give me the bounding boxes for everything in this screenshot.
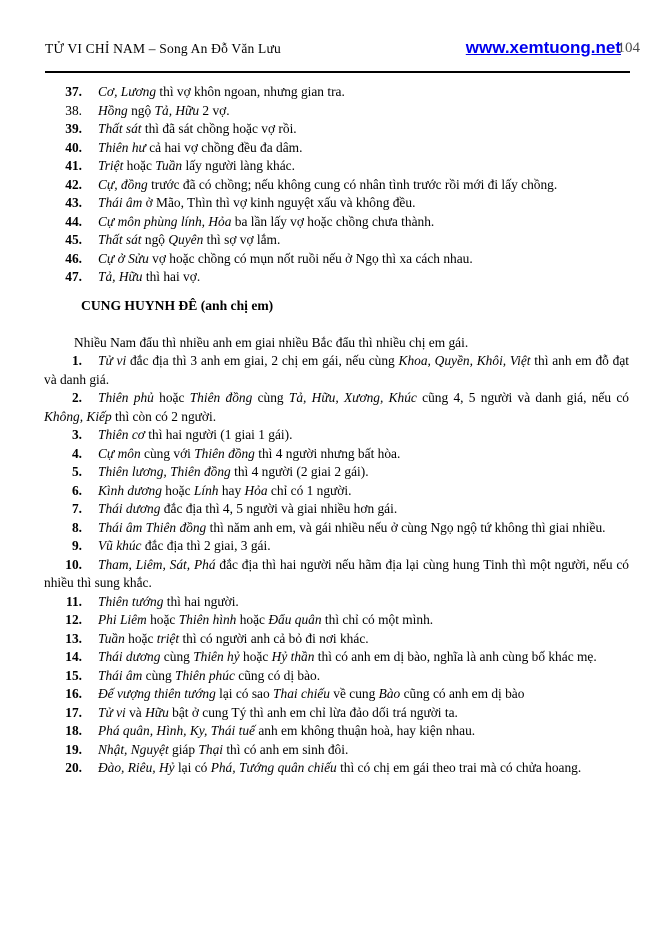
item-text: lại có — [174, 760, 211, 775]
list-item — [44, 83, 629, 102]
list-item — [44, 231, 629, 250]
star-name-text: Thái dương — [98, 501, 161, 516]
star-name-text: Hỷ thần — [271, 649, 315, 664]
list-item — [44, 593, 629, 612]
item-number: 5. — [71, 464, 82, 479]
item-number: 12. — [65, 612, 82, 627]
list-item — [44, 704, 629, 723]
item-number: 19. — [65, 741, 82, 757]
item-number: 3. — [71, 427, 82, 442]
item-number: 38. — [65, 102, 82, 118]
item-number: 17. — [65, 704, 82, 720]
star-name-text: Thái âm — [98, 195, 143, 210]
item-text: thì hai người. — [163, 593, 239, 609]
star-name-text: Thiên hình — [178, 612, 237, 627]
item-text: cũng có dị bào. — [234, 667, 321, 683]
star-name-text: Hỏa — [244, 482, 268, 498]
item-text: hoặc — [124, 630, 157, 646]
item-number: 2. — [71, 390, 82, 405]
item-number: 18. — [65, 723, 82, 738]
star-name-text: Nhật, Nguyệt — [98, 741, 169, 757]
list-item — [44, 102, 629, 121]
star-name-text: Tham, Liêm, Sát, Phá — [98, 556, 216, 572]
list-item — [44, 389, 629, 426]
item-text: thì đã sát chồng hoặc vợ rồi. — [141, 121, 297, 136]
star-name-text: Cự môn phùng lính, Hỏa — [98, 213, 232, 229]
list-item — [44, 648, 629, 667]
item-text: thì vợ khôn ngoan, nhưng gian tra. — [156, 84, 345, 99]
item-text: về cung — [329, 686, 379, 701]
star-name-text: Tuần — [98, 630, 125, 646]
item-text: ở Mão, Thìn thì vợ kinh nguyệt xấu và không đều. — [142, 195, 416, 210]
item-number: 9. — [71, 538, 82, 553]
page-number: 104 — [617, 40, 640, 56]
star-name-text: triệt — [156, 630, 180, 646]
star-name-text: Cơ, Lương — [98, 84, 157, 99]
item-number: 39. — [65, 121, 82, 136]
item-number: 8. — [71, 519, 82, 535]
item-text: ngộ — [141, 232, 169, 247]
star-name-text: Tuần — [155, 158, 183, 173]
item-text: đắc địa thì 2 giai, 3 gái. — [141, 538, 271, 553]
list-item — [44, 759, 629, 778]
star-name-text: Tả, Hữu, Xương, Khúc — [288, 390, 417, 405]
star-name-text: Cự ở Sửu — [98, 250, 149, 266]
item-text: đắc địa thì 4, 5 người và giai nhiều hơn gái. — [160, 501, 398, 516]
list-item — [44, 667, 629, 686]
book-title: TỬ VI CHỈ NAM – Song An Đỗ Văn Lưu — [45, 41, 281, 56]
item-number: 10. — [65, 556, 82, 572]
star-name-text: Thiên phủ — [98, 390, 154, 405]
item-text: hoặc — [153, 390, 190, 405]
website-link[interactable]: www.xemtuong.net — [465, 38, 621, 57]
star-name-text: Đế vượng thiên tướng — [98, 686, 216, 701]
item-number: 7. — [71, 501, 82, 516]
star-name-text: Thiên cơ — [98, 427, 145, 442]
item-text: vợ hoặc chồng có mụn nốt ruồi nếu ở Ngọ thì xa cách nhau. — [148, 250, 473, 266]
star-name-text: Cự, đồng — [98, 176, 148, 192]
item-text: hoặc — [161, 482, 194, 498]
star-name-text: Tả, Hữu — [154, 102, 200, 118]
star-name-text: Tử vi — [98, 704, 126, 720]
item-text: hoặc — [123, 158, 156, 173]
star-name-text: Hồng — [98, 102, 128, 118]
star-name-text: Tử vi — [98, 353, 127, 368]
star-name-text: Thiên phúc — [175, 667, 235, 683]
list-item — [44, 556, 629, 593]
item-number: 16. — [65, 686, 82, 701]
item-number: 20. — [65, 760, 82, 775]
item-text: thì có anh em dị bào, nghĩa là anh cùng bố khác mẹ. — [314, 649, 597, 664]
item-text: anh em không thuận hoà, hay kiện nhau. — [254, 723, 476, 738]
item-text: hoặc — [146, 612, 179, 627]
item-text: thì 4 người (2 giai 2 gái). — [230, 464, 369, 479]
star-name-text: Vũ khúc — [98, 538, 142, 553]
star-name-text: Thất sát — [98, 232, 142, 247]
list-item — [44, 120, 629, 139]
item-text: thì chỉ có một mình. — [321, 612, 434, 627]
list-item — [44, 194, 629, 213]
list-item — [44, 685, 629, 704]
item-text: bật ở cung Tý thì anh em chỉ lừa đảo dối trá người ta. — [168, 704, 458, 720]
intro-paragraph: Nhiều Nam đẩu thì nhiều anh em giai nhiều Bắc đẩu thì nhiều chị em gái. — [74, 334, 469, 350]
star-name-text: Thiên tướng — [98, 593, 164, 609]
list-item — [44, 463, 629, 482]
star-name-text: Thiên đồng — [189, 390, 253, 405]
item-text: cả hai vợ chồng đều đa dâm. — [145, 139, 303, 155]
star-name-text: Lính — [193, 482, 219, 498]
item-number: 45. — [65, 232, 82, 247]
star-name-text: Thiên hỷ — [193, 649, 240, 664]
star-name-text: Không, Kiếp — [44, 408, 112, 424]
item-text: cũng 4, 5 người và danh giá, nếu có — [416, 390, 629, 405]
list-item — [44, 352, 629, 389]
list-item — [44, 157, 629, 176]
item-text: cùng — [160, 649, 194, 664]
section-heading: CUNG HUYNH ĐÊ (anh chị em) — [81, 297, 274, 313]
item-text: thì còn có 2 người. — [111, 408, 217, 424]
star-name-text: Thái âm Thiên đồng — [98, 519, 207, 535]
star-name-text: Thiên lương, Thiên đồng — [98, 464, 231, 479]
star-name-text: Thái âm — [98, 667, 143, 683]
item-number: 6. — [71, 482, 82, 498]
item-number: 44. — [65, 213, 82, 229]
list-item — [44, 426, 629, 445]
item-text: cùng — [142, 667, 176, 683]
item-number: 37. — [65, 84, 82, 99]
list-item — [44, 213, 629, 232]
item-text: thì năm anh em, và gái nhiều nếu ở cùng Ngọ ngộ tứ không thì giai nhiều. — [206, 519, 606, 535]
header-divider — [45, 71, 630, 73]
item-text: hoặc — [239, 649, 272, 664]
list-item — [44, 741, 629, 760]
item-text: thì có chị em gái theo trai mà có chửa hoang. — [336, 760, 582, 775]
item-text: ngộ — [127, 102, 155, 118]
star-name-text: Quyên — [168, 232, 204, 247]
star-name-text: Thất sát — [98, 121, 142, 136]
item-text: thì hai người (1 giai 1 gái). — [144, 427, 293, 442]
list-item — [44, 482, 629, 501]
item-text: lấy người làng khác. — [182, 158, 295, 173]
spouse-numbered-list — [44, 83, 629, 287]
list-item — [44, 722, 629, 741]
star-name-text: Phá, Tướng quân chiếu — [210, 760, 337, 775]
star-name-text: Thại — [198, 741, 223, 757]
item-text: cùng — [252, 390, 289, 405]
item-text: thì 4 người nhưng bất hòa. — [254, 445, 401, 461]
item-text: ba lần lấy vợ hoặc chồng chưa thành. — [231, 213, 435, 229]
item-number: 11. — [66, 593, 82, 609]
list-item — [44, 611, 629, 630]
star-name-text: Đẩu quân — [268, 612, 322, 627]
list-item — [44, 500, 629, 519]
list-item — [44, 630, 629, 649]
item-number: 41. — [65, 158, 82, 173]
list-item — [44, 176, 629, 195]
item-number: 43. — [65, 195, 82, 210]
star-name-text: Tả, Hữu — [98, 269, 143, 284]
item-text: thì anh em đỗ đạt và danh giá. — [44, 353, 629, 387]
item-text: giáp — [168, 741, 199, 757]
item-text: lại có sao — [215, 686, 274, 701]
item-number: 4. — [71, 445, 82, 461]
star-name-text: Khoa, Quyền, Khôi, Việt — [398, 353, 531, 368]
item-text: đắc địa thì hai người nếu hãm địa lại cùng hung Tinh thì một người, nếu có nhiều thì sung khắc. — [44, 556, 629, 590]
document-content — [44, 83, 629, 778]
item-number: 47. — [65, 269, 82, 284]
item-number: 14. — [65, 649, 82, 664]
star-name-text: Phi Liêm — [98, 612, 147, 627]
item-number: 15. — [65, 667, 82, 683]
list-item — [44, 250, 629, 269]
item-text: thì hai vợ. — [142, 269, 201, 284]
list-item — [44, 139, 629, 158]
item-text: hay — [218, 482, 245, 498]
item-text: và — [125, 704, 146, 720]
item-number: 46. — [65, 250, 82, 266]
item-text: 2 vợ. — [199, 102, 230, 118]
star-name-text: Triệt — [98, 158, 124, 173]
item-number: 13. — [65, 630, 82, 646]
star-name-text: Đào, Riêu, Hỷ — [98, 760, 175, 775]
star-name-text: Hữu — [145, 704, 169, 720]
star-name-text: Bào — [378, 686, 401, 701]
siblings-numbered-list — [44, 352, 629, 778]
list-item — [44, 537, 629, 556]
item-number: 42. — [65, 176, 82, 192]
list-item — [44, 445, 629, 464]
star-name-text: Thái dương — [98, 649, 161, 664]
item-text: thì có anh em sinh đôi. — [222, 741, 349, 757]
item-text: thì sợ vợ lắm. — [203, 232, 281, 247]
item-text: cùng với — [140, 445, 195, 461]
star-name-text: Thai chiếu — [273, 686, 330, 701]
star-name-text: Kình dương — [98, 482, 162, 498]
star-name-text: Thiên đồng — [194, 445, 255, 461]
star-name-text: Thiên hư — [98, 139, 146, 155]
item-number: 1. — [71, 353, 82, 368]
item-text: trước đã có chồng; nếu không cung có nhân tình trước rồi mới đi lấy chồng. — [147, 176, 558, 192]
item-number: 40. — [65, 139, 82, 155]
item-text: chỉ có 1 người. — [267, 482, 352, 498]
item-text: cũng có anh em dị bào — [400, 686, 525, 701]
item-text: hoặc — [236, 612, 269, 627]
list-item — [44, 268, 629, 287]
star-name-text: Cự môn — [98, 445, 141, 461]
item-text: thì có người anh cả bỏ đi nơi khác. — [179, 630, 369, 646]
list-item — [44, 519, 629, 538]
item-text: đắc địa thì 3 anh em giai, 2 chị em gái, nếu cùng — [126, 353, 399, 368]
star-name-text: Phá quân, Hình, Ky, Thái tuế — [98, 723, 255, 738]
